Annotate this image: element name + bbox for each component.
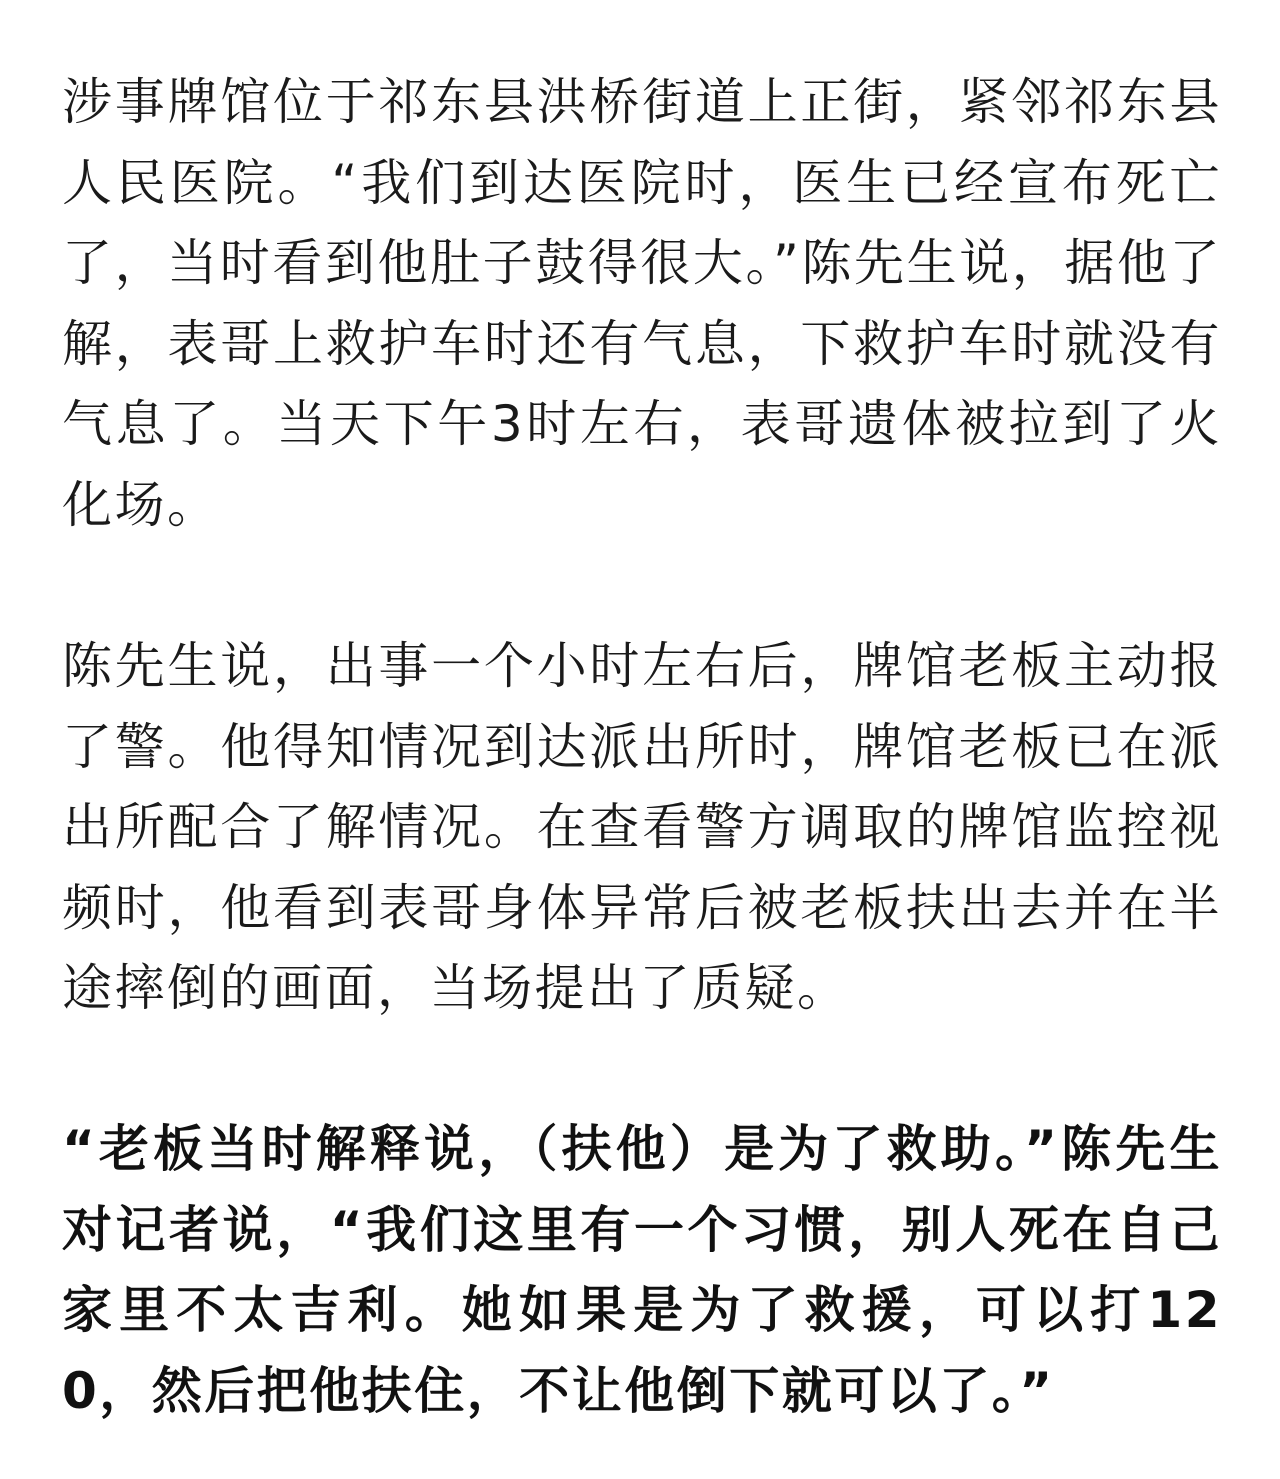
- paragraph-3-bold-quote: “老板当时解释说，（扶他）是为了救助。”陈先生对记者说，“我们这里有一个习惯，别人死在自己家里不太吉利。她如果是为了救援，可以打120，然后把他扶住，不让他倒下就可以了。”: [62, 1120, 1222, 1420]
- paragraph-2: 陈先生说，出事一个小时左右后，牌馆老板主动报了警。他得知情况到达派出所时，牌馆老板已在派出所配合了解情况。在查看警方调取的牌馆监控视频时，他看到表哥身体异常后被老板扶出去并在半途摔倒的画面，当场提出了质疑。: [62, 637, 1222, 1017]
- paragraph-1: 涉事牌馆位于祁东县洪桥街道上正街，紧邻祁东县人民医院。“我们到达医院时，医生已经宣布死亡了，当时看到他肚子鼓得很大。”陈先生说，据他了解，表哥上救护车时还有气息，下救护车时就没有气息了。当天下午3时左右，表哥遗体被拉到了火化场。: [62, 73, 1222, 534]
